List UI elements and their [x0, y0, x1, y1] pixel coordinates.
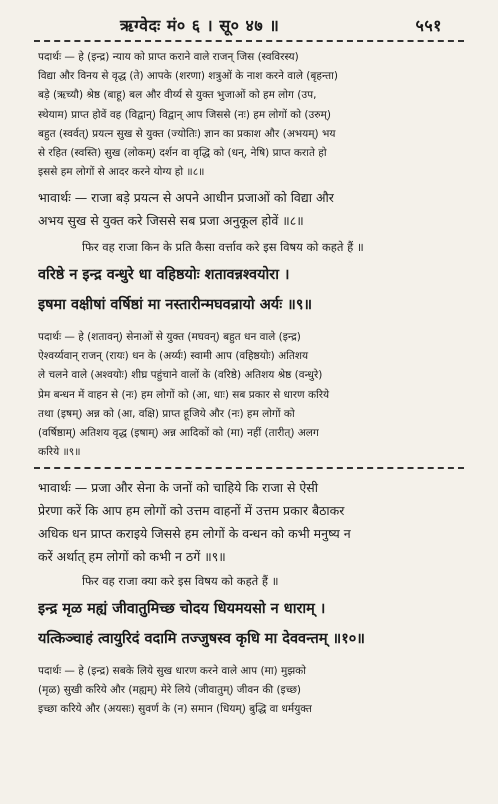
text-line: स्थेयाम) प्राप्त होवें वह (विद्वान्) विद्वान् आप जिससे (नः) हम लोगों को (उरुम्) [38, 108, 331, 121]
text-line: पदार्थः — हे (शतावन्) सेनाओं से युक्त (मघवन्) बहुत धन वाले (इन्द्र) [38, 331, 301, 343]
text-line: भावार्थः — प्रजा और सेना के जनों को चाहिये कि राजा से ऐसी [38, 480, 318, 495]
text-line: पदार्थः — हे (इन्द्र) सबके लिये सुख धारण करने वाले आप (मा) मुझको [38, 665, 306, 677]
intro-line: फिर वह राजा किन के प्रति कैसा वर्त्ताव करे इस विषय को कहते हैं ॥ [82, 240, 364, 254]
verse-intro-9 [38, 236, 466, 258]
bhavartha-block-9 [38, 476, 466, 568]
text-line: ऐश्वर्य्यवान् राजन् (रायः) धन के (अर्य्यः) स्वामी आप (वहिष्ठयोः) अतिशय [38, 350, 309, 363]
text-line: विद्या और विनय से वृद्ध (ते) आपके (शरणा) शत्रुओं के नाश करने वाले (बृहन्ता) [38, 70, 338, 83]
text-line: बड़े (ऋच्यौ) श्रेष्ठ (बाहू) बल और वीर्य्य से युक्त भुजाओं को हम लोग (उप, [38, 89, 317, 102]
text-line: बहुत (स्वर्वत्) प्रयत्न सुख से युक्त (ज्योतिः) ज्ञान का प्रकाश और (अभयम्) भय [38, 127, 336, 140]
text-line: प्रेरणा करें कि आप हम लोगों को उत्तम वाहनों में उत्तम प्रकार बैठाकर [38, 503, 345, 518]
header-title: ऋग्वेदः मं० ६ । सू० ४७ ॥ [120, 16, 280, 35]
verse-intro-10 [38, 570, 466, 592]
text-line: अधिक धन प्राप्त कराइये जिससे हम लोगों के वन्धन को कभी मनुष्य न [38, 526, 351, 541]
header-divider [34, 40, 464, 42]
text-line: प्रेम बन्धन में वाहन से (नः) हम लोगों को (आ, धाः) सब प्रकार से धारण करिये [38, 388, 330, 401]
verse-line: यत्किञ्चाहं त्वायुरिदं वदामि तज्जुषस्व कृधि मा देववन्तम् ॥१०॥ [38, 631, 365, 647]
text-line: इच्छा करिये और (अयसः) सुवर्ण के (न) समान (धियम्) बुद्धि वा धर्मयुक्त [38, 703, 312, 716]
text-line: अभय सुख से युक्त करे जिससे सब प्रजा अनुकूल होवें ॥८॥ [38, 213, 304, 228]
section-divider [34, 467, 464, 469]
verse-line: वरिष्ठे न इन्द्र वन्धुरे धा वहिष्ठयोः शतावन्नश्वयोरा । [38, 267, 290, 283]
text-line: (वर्षिष्ठाम्) अतिशय वृद्ध (इषाम्) अन्न आदिकों को (मा) नहीं (तारीत्) अलग [38, 427, 319, 440]
text-line: करिये ॥९॥ [38, 446, 81, 459]
text-line: ले चलने वाले (अश्वयोः) शीघ्र पहुंचाने वालों के (वरिष्ठे) अतिशय श्रेष्ठ (वन्धुरे) [38, 369, 323, 382]
page-number: ५५१ [415, 16, 442, 35]
verse-line: इन्द्र मृळ मह्यं जीवातुमिच्छ चोदय धियमयसो न धाराम् । [38, 601, 326, 617]
text-line: से रहित (स्वस्ति) सुख (लोकम्) दर्शन वा वृद्धि को (धन्, नेषि) प्राप्त कराते हो [38, 147, 327, 160]
padartha-block-10 [38, 662, 466, 720]
text-line: भावार्थः — राजा बड़े प्रयत्न से अपने आधीन प्रजाओं को विद्या और [38, 190, 334, 205]
padartha-block-8 [38, 48, 466, 182]
verse-10 [38, 594, 466, 654]
text-line: पदार्थः — हे (इन्द्र) न्याय को प्राप्त कराने वाले राजन् जिस (स्वविरस्य) [38, 51, 299, 63]
intro-line: फिर वह राजा क्या करे इस विषय को कहते हैं ॥ [82, 574, 279, 588]
page-header [120, 14, 460, 36]
padartha-block-9 [38, 328, 466, 462]
text-line: तथा (इषम्) अन्न को (आ, वक्षि) प्राप्त हूजिये और (नः) हम लोगों को [38, 407, 295, 420]
bhavartha-block-8 [38, 186, 466, 232]
text-line: (मृळ) सुखी करिये और (मह्यम्) मेरे लिये (जीवातुम्) जीवन की (इच्छ) [38, 684, 302, 697]
text-line: इससे हम लोगों से आदर करने योग्य हो ॥८॥ [38, 166, 205, 179]
verse-line: इषमा वक्षीषां वर्षिष्ठां मा नस्तारीन्मघवन्रायो अर्यः ॥९॥ [38, 297, 313, 313]
verse-9 [38, 260, 466, 320]
text-line: करें अर्थात् हम लोगों को कभी न ठगें ॥९॥ [38, 549, 226, 564]
